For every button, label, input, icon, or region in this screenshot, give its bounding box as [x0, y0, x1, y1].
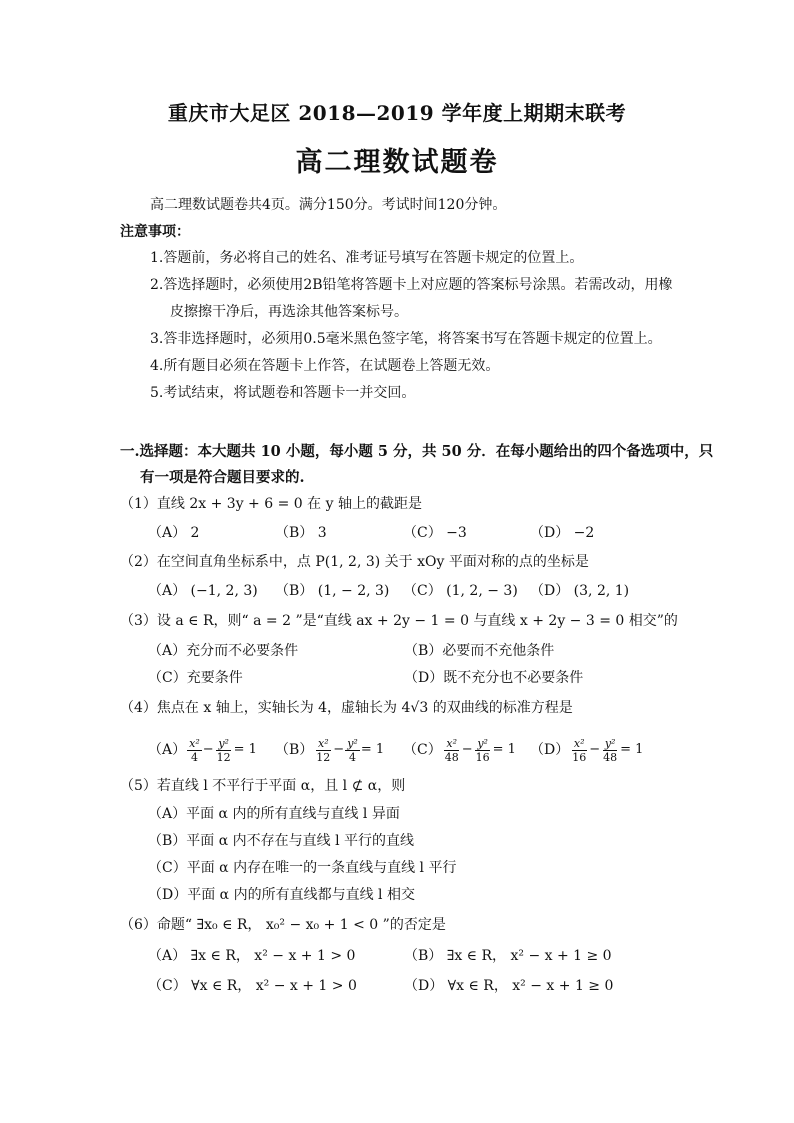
option-b: （B） (1, − 2, 3) [275, 583, 390, 599]
option-c: （C）充要条件 [148, 670, 243, 686]
option-b [275, 733, 384, 767]
option-label: （D） [530, 742, 570, 758]
fraction-y [601, 737, 619, 764]
option-d: （D） ∀x ∈ R， x² − x + 1 ≥ 0 [404, 978, 614, 994]
exam-intro: 高二理数试题卷共4页。满分150分。考试时间120分钟。 [150, 197, 507, 213]
option-d: （D）平面 α 内的所有直线都与直线 l 相交 [148, 887, 415, 903]
option-a: （A）充分而不必要条件 [148, 643, 299, 659]
fraction-denominator: 4 [349, 750, 357, 764]
option-label: （B） [275, 742, 314, 758]
option-c: （C）平面 α 内存在唯一的一条直线与直线 l 平行 [148, 860, 457, 876]
fraction-denominator: 12 [216, 750, 231, 764]
fraction-y [215, 737, 233, 764]
option-b: （B）必要而不充他条件 [404, 643, 555, 659]
option-c: （C） (1, 2, − 3) [403, 583, 518, 599]
option-a: （A）平面 α 内的所有直线与直线 l 异面 [148, 806, 400, 822]
option-a: （A） ∃x ∈ R， x² − x + 1 > 0 [148, 948, 356, 964]
fraction-denominator: 16 [475, 750, 490, 764]
fraction-y [474, 737, 492, 764]
option-d [530, 733, 643, 767]
minus-sign: − [202, 742, 214, 757]
fraction-x [443, 737, 461, 764]
fraction-numerator: x² [317, 736, 329, 750]
option-b: （B） ∃x ∈ R， x² − x + 1 ≥ 0 [404, 948, 612, 964]
option-d: （D） −2 [530, 525, 595, 541]
question-stem: （5）若直线 l 不平行于平面 α，且 l ⊄ α，则 [120, 778, 406, 794]
option-b: （B） 3 [275, 525, 327, 541]
fraction-numerator: y² [218, 736, 229, 750]
fraction-denominator: 48 [444, 750, 459, 764]
note-item: 4.所有题目必须在答题卡上作答，在试题卷上答题无效。 [150, 358, 500, 374]
minus-sign: − [461, 742, 473, 757]
fraction-numerator: y² [347, 736, 358, 750]
option-c: （C） ∀x ∈ R， x² − x + 1 > 0 [148, 978, 357, 994]
equation-rhs: = 1 [620, 742, 644, 757]
fraction-denominator: 48 [603, 750, 618, 764]
note-item: 3.答非选择题时，必须用0.5毫米黑色签字笔，将答案书写在答题卡规定的位置上。 [150, 331, 662, 347]
section-heading: 一.选择题：本大题共 10 小题，每小题 5 分，共 50 分．在每小题给出的四个备选项中，只 [120, 443, 714, 460]
equation-rhs: = 1 [492, 742, 516, 757]
option-d: （D） (3, 2, 1) [530, 583, 630, 599]
equation-rhs: = 1 [360, 742, 385, 757]
option-label: （A） [148, 742, 187, 758]
note-item-continued: 皮擦擦干净后，再选涂其他答案标号。 [170, 304, 408, 320]
fraction-denominator: 4 [190, 750, 198, 764]
note-item: 1.答题前，务必将自己的姓名、准考证号填写在答题卡规定的位置上。 [150, 250, 584, 266]
option-c [403, 733, 516, 767]
option-a: （A） 2 [148, 525, 200, 541]
fraction-y [345, 737, 360, 764]
question-stem: （6）命题“ ∃x₀ ∈ R， x₀² − x₀ + 1 < 0 ”的否定是 [120, 917, 446, 933]
fraction-numerator: y² [477, 736, 488, 750]
equation-rhs: = 1 [233, 742, 257, 757]
question-stem: （4）焦点在 x 轴上，实轴长为 4，虚轴长为 4√3 的双曲线的标准方程是 [120, 700, 573, 716]
fraction-numerator: y² [604, 736, 616, 750]
option-a: （A） (−1, 2, 3) [148, 583, 258, 599]
fraction-x [314, 737, 332, 764]
fraction-x [187, 737, 202, 764]
option-d: （D）既不充分也不必要条件 [404, 670, 584, 686]
option-c: （C） −3 [403, 525, 467, 541]
option-label: （C） [403, 742, 442, 758]
notes-heading: 注意事项： [120, 224, 190, 240]
note-item: 5.考试结束，将试题卷和答题卡一并交回。 [150, 385, 416, 401]
question-stem: （3）设 a ∈ R，则“ a = 2 ”是“直线 ax + 2y − 1 = 0 与直线 x + 2y − 3 = 0 相交”的 [120, 613, 678, 629]
fraction-numerator: x² [446, 736, 458, 750]
minus-sign: − [333, 742, 345, 757]
fraction-x [570, 737, 588, 764]
fraction-denominator: 16 [572, 750, 587, 764]
note-item: 2.答选择题时，必须使用2B铅笔将答题卡上对应题的答案标号涂黑。若需改动，用橡 [150, 277, 673, 293]
minus-sign: − [589, 742, 601, 757]
fraction-numerator: x² [573, 736, 585, 750]
fraction-numerator: x² [189, 736, 200, 750]
option-a [148, 733, 257, 767]
question-stem: （2）在空间直角坐标系中，点 P(1, 2, 3) 关于 xOy 平面对称的点的坐标是 [120, 554, 589, 570]
exam-title: 高二理数试题卷 [295, 147, 499, 178]
option-b: （B）平面 α 内不存在与直线 l 平行的直线 [148, 833, 415, 849]
fraction-denominator: 12 [316, 750, 331, 764]
question-stem: （1）直线 2x + 3y + 6 = 0 在 y 轴上的截距是 [120, 496, 422, 512]
exam-region-title: 重庆市大足区 2018—2019 学年度上期期末联考 [167, 101, 627, 125]
section-heading-continued: 有一项是符合题目要求的. [140, 469, 305, 486]
